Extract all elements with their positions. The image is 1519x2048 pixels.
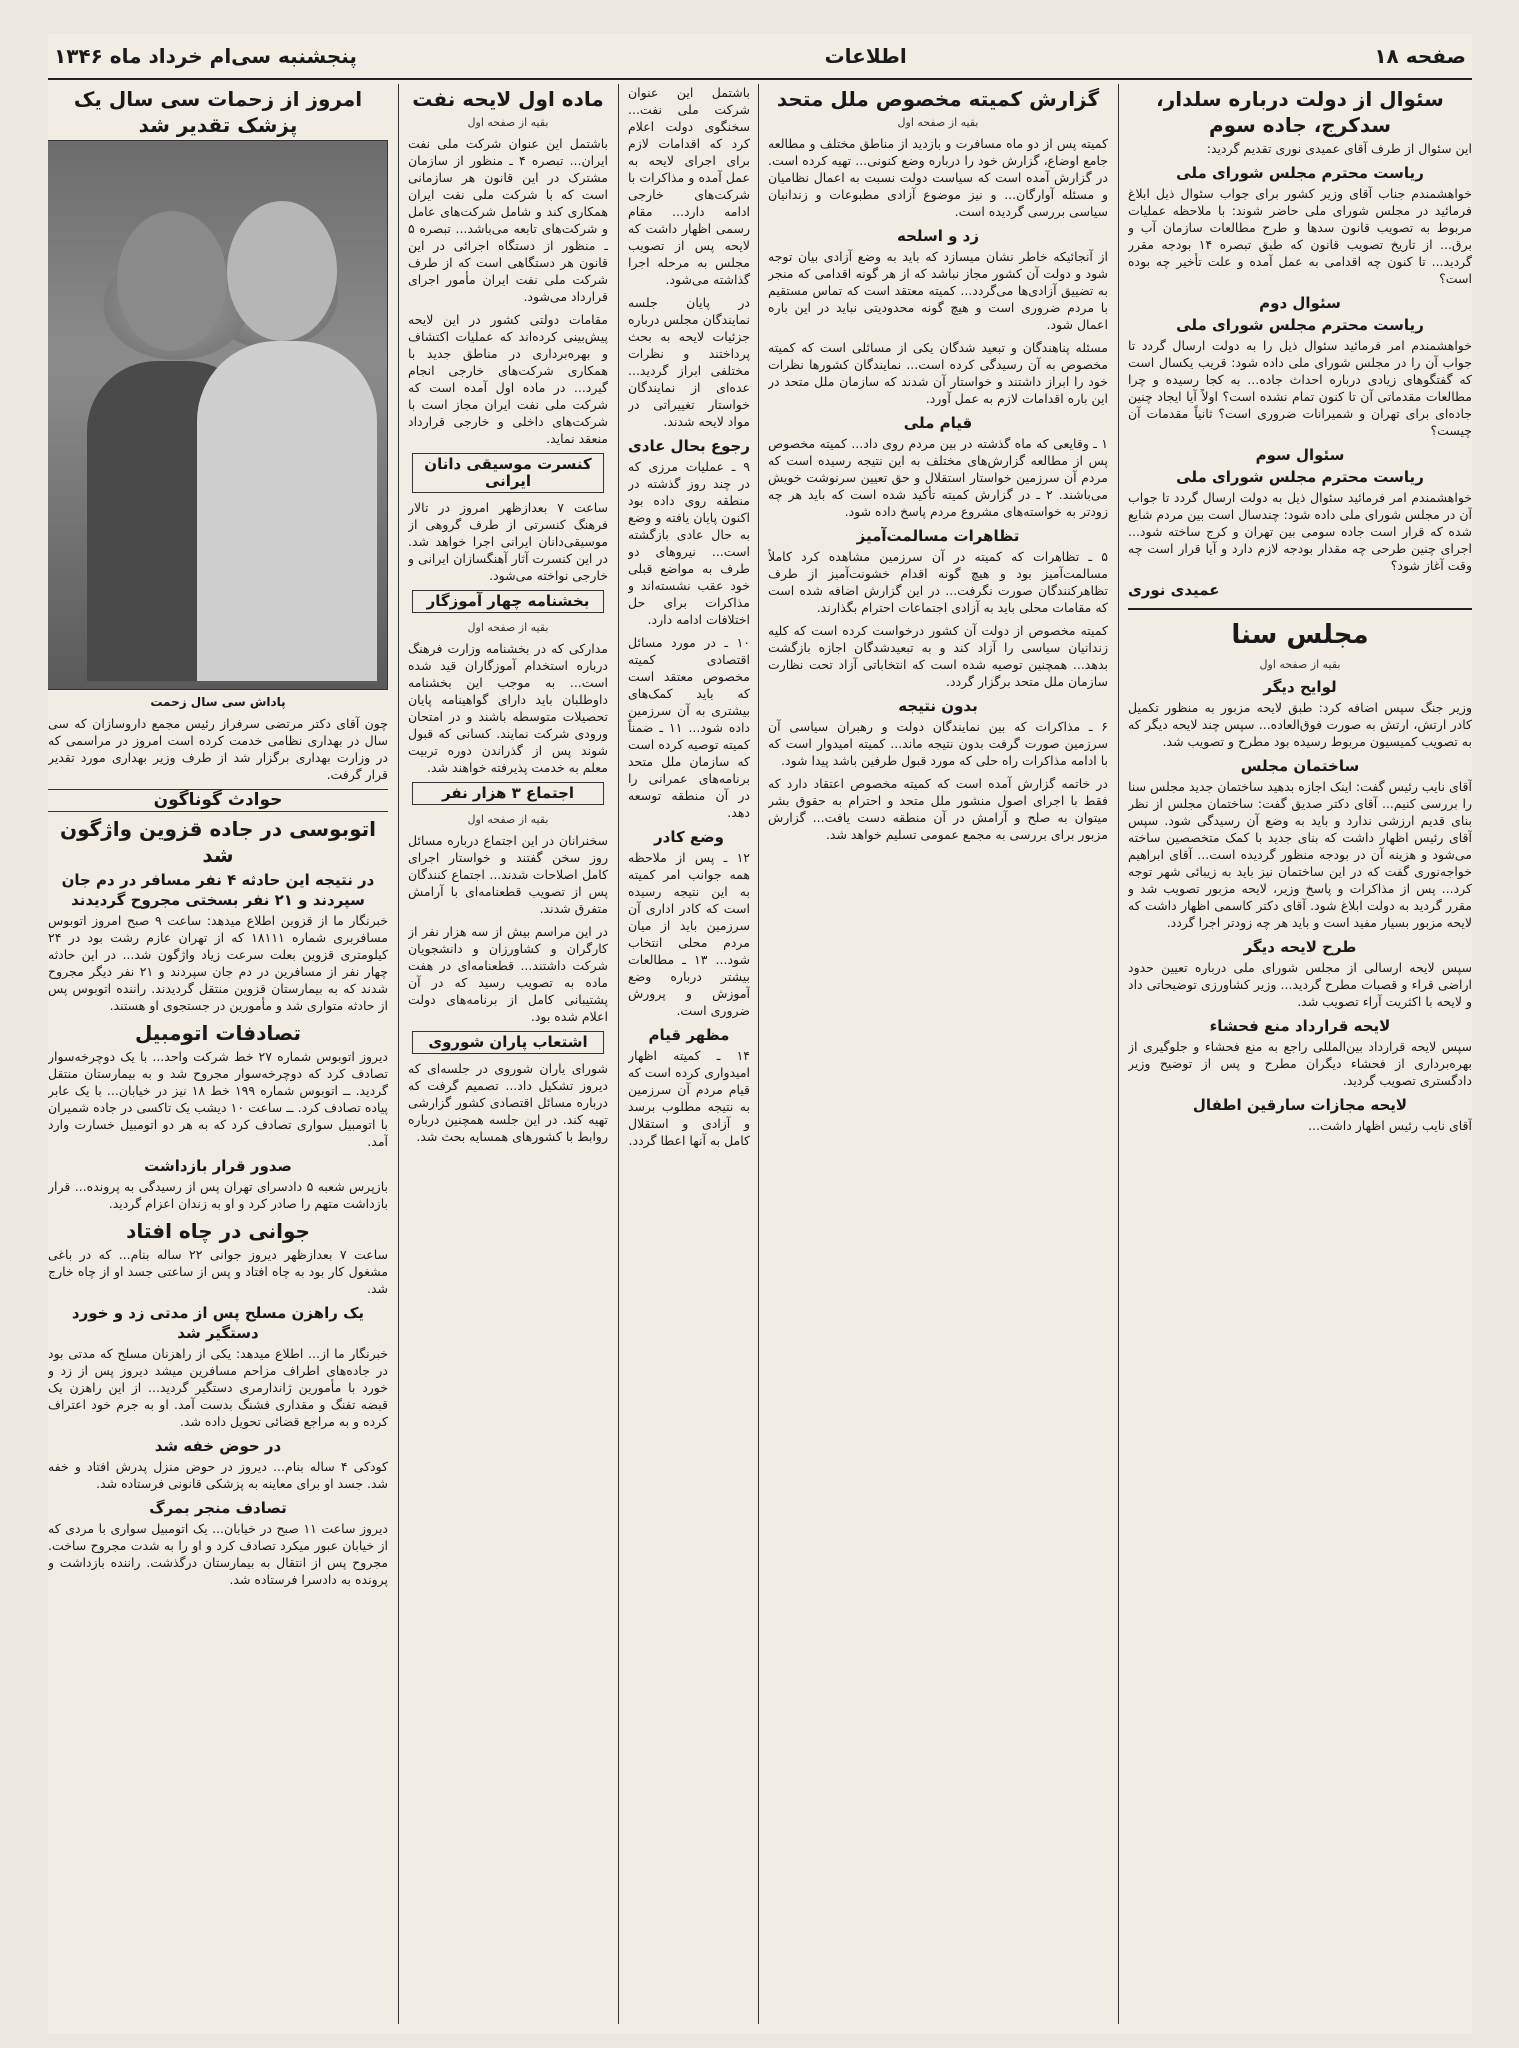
normalcy-heading: رجوع بحال عادی [628, 437, 750, 455]
concert-heading: کنسرت موسیقی دانان ایرانی [412, 453, 604, 493]
senate-sub-penalty: لایحه مجازات سارقین اطفال [1192, 1096, 1408, 1114]
column-parliament [1128, 84, 1472, 2024]
un-report-sub2: قیام ملی [903, 414, 973, 432]
newspaper-page [48, 34, 1472, 2034]
paper-name: اطلاعات [824, 44, 907, 68]
senate-headline: مجلس سنا [1231, 620, 1369, 650]
un-report-body4: ۱ ـ وقایعی که ماه گذشته در بین مردم روی داد... کمیته مخصوص پس از مطالعه گزارش‌های مختلف به این نتیجه رسیده است که مردم آن سرزمین خواستار استقلال و حق تعیین سرنوشت خویش می‌باشند. ۲ ـ در گزارش کمیته تأکید شده است که باید هر چه زودتر به خواسته‌های مشروع مردم پاسخ داده شود. [768, 436, 1108, 519]
column-oil-article [408, 84, 608, 2024]
gathering-body2: در این مراسم بیش از سه هزار نفر از کارگران و کشاورزان و دانشجویان شرکت داشتند... قطعنامه‌ای در هفت ماده به تصویب رسید که در آن پشتیبانی کامل از برنامه‌های دولت اعلام شده بود. [408, 924, 608, 1024]
teachers-note: بقیه از صفحه اول [467, 621, 549, 634]
question1-heading: ریاست محترم مجلس شورای ملی [1176, 164, 1424, 182]
soviet-heading: اشتعاب پاران شوروی [412, 1031, 604, 1054]
car-accidents-headline: تصادفات اتومبیل [134, 1021, 302, 1045]
news-photo [48, 140, 388, 690]
column-rule [1118, 84, 1119, 2024]
senate-bills-body: وزیر جنگ سپس اضافه کرد: طبق لایحه مزبور به منظور تکمیل کادر ارتش، ارتش به صورت فوق‌العاده... سپس چند لایحه دیگر که به تصویب کمیسیون مربوط رسیده بود مطرح و تصویب شد. [1128, 700, 1472, 749]
column-oil-bill [628, 84, 750, 2024]
bandit-headline: یک راهزن مسلح پس از مدتی زد و خورد دستگیر شد [71, 1304, 365, 1342]
un-report-sub1: زد و اسلحه [896, 227, 980, 245]
question2-addressee: ریاست محترم مجلس شورای ملی [1176, 316, 1424, 334]
bus-crash-subheadline: در نتیجه این حادثه ۴ نفر مسافر در دم جان سپردند و ۲۱ نفر بسختی مجروح گردیدند [61, 871, 375, 909]
questions-intro: این سئوال از طرف آقای عمیدی نوری تقدیم گردید: [1206, 141, 1472, 156]
photo-caption: پاداش سی سال زحمت [150, 695, 286, 709]
section-incidents: حوادث گوناگون [48, 789, 388, 812]
arrest-body: بازپرس شعبه ۵ دادسرای تهران پس از رسیدگی به پرونده... قرار بازداشت متهم را صادر کرد و او به زندان اعزام گردید. [48, 1179, 388, 1211]
senate-treaty-body: سپس لایحه قرارداد بین‌المللی راجع به منع فحشاء و جلوگیری از بهره‌برداری از فحشاء دیگران مطرح و پس از توضیح وزیر دادگستری تصویب گردید. [1128, 1039, 1472, 1088]
photo-head-right [227, 201, 337, 341]
teachers-body: مدارکی که در بخشنامه وزارت فرهنگ درباره استخدام آموزگاران قید شده است... به موجب این بخشنامه داوطلبان باید دارای گواهینامه پایان تحصیلات متوسطه باشند و در امتحان ورودی شرکت نمایند. کسانی که قبول شوند پس از گذراندن دوره تربیت معلم به خدمت پذیرفته خواهند شد. [408, 641, 608, 775]
oil-bill-note: بقیه از صفحه اول [467, 116, 549, 129]
arrest-headline: صدور قرار بازداشت [144, 1157, 292, 1175]
gathering-note: بقیه از صفحه اول [467, 813, 549, 826]
bus-crash-headline: اتوبوسی در جاده قزوین واژگون شد [60, 817, 376, 867]
senate-sub-building: ساختمان مجلس [1240, 757, 1360, 775]
uprising-body: ۱۴ ـ کمیته اظهار امیدواری کرده است که قیام مردم آن سرزمین به نتیجه مطلوب برسد و آزادی و استقلال کامل به آنها اعطا گردد. [628, 1048, 750, 1148]
un-report-headline: گزارش کمیته مخصوص ملل متحد [776, 87, 1100, 111]
photo-caption-body: چون آقای دکتر مرتضی سرفراز رئیس مجمع داروسازان که سی سال در بهداری نظامی خدمت کرده است امروز در مراسمی که در وزارت بهداری برگزار شد از طرف وزیر بهداری مورد تقدیر قرار گرفت. [48, 716, 388, 782]
question2-body: خواهشمندم امر فرمائید سئوال ذیل را به دولت ارسال گردد تا جواب آن را در مجلس شورای ملی داده شود: قریب یکسال است که گفتگوهای زیادی درباره احداث جاده... به کجا رسیده و چرا مطالعات مقدماتی آن تا کنون تمام نشده است؟ اولاً آیا ایجاد چنین جاده‌ای برای تهران و شمیرانات ضروری است؟ ثانیاً مقدمات آن چیست؟ [1128, 338, 1472, 438]
un-report-note: بقیه از صفحه اول [897, 116, 979, 129]
un-report-body3: مسئله پناهندگان و تبعید شدگان یکی از مسائلی است که کمیته مخصوص به آن رسیدگی کرده است... نمایندگان کشورها نظرات خود را ابراز داشتند و خواستار آن شدند که سازمان ملل متحد در این باره اقدامات لازم به عمل آورد. [768, 340, 1108, 406]
fatal-crash-headline: تصادف منجر بمرگ [149, 1499, 287, 1517]
senate-sub-bills: لوایح دیگر [1263, 678, 1337, 696]
doctor-headline: امروز از زحمات سی سال یک پزشک تقدیر شد [73, 87, 363, 137]
photo-figure-right [197, 341, 377, 681]
page-number: صفحه ۱۸ [1374, 44, 1466, 68]
staff-body: ۱۲ ـ پس از ملاحظه همه جوانب امر کمیته به این نتیجه رسیده است که کادر اداری آن سرزمین باید از میان مردم محلی انتخاب شود... ۱۳ ـ مطالعات بیشتر درباره وضع آموزش و پرورش ضروری است. [628, 850, 750, 1018]
drowning-body: کودکی ۴ ساله بنام... دیروز در حوض منزل پدرش افتاد و خفه شد. جسد او برای معاینه به پزشکی قانونی فرستاده شد. [48, 1459, 388, 1491]
article-headline-questions: سئوال از دولت درباره سلدار، سدکرج، جاده سوم [1156, 87, 1444, 137]
column-un-report [768, 84, 1108, 2024]
senate-sub-other: طرح لایحه دیگر [1243, 938, 1357, 956]
soviet-body: شورای یاران شوروی در جلسه‌ای که دیروز تشکیل داد... تصمیم گرفت که درباره مسائل اقتصادی کشور گزارشی تهیه کند. در این جلسه همچنین درباره روابط با کشورهای همسایه بحث شد. [408, 1061, 608, 1144]
well-fall-body: ساعت ۷ بعدازظهر دیروز جوانی ۲۲ ساله بنام... که در باغی مشغول کار بود به چاه افتاد و پس از ساعتی جسد او از چاه خارج شد. [48, 1247, 388, 1296]
fatal-crash-body: دیروز ساعت ۱۱ صبح در خیابان... یک اتومبیل سواری با مردی که از خیابان عبور میکرد تصادف کرد و او را به شدت مجروح ساخت. مجروح پس از انتقال به بیمارستان درگذشت. راننده بازداشت و پرونده به دادسرا فرستاده شد. [48, 1521, 388, 1587]
un-report-body6: کمیته مخصوص از دولت آن کشور درخواست کرده است که کلیه زندانیان سیاسی را آزاد کند و به تبعیدشدگان اجازه بازگشت بدهد... همچنین توصیه شده است که انتخاباتی آزاد تحت نظارت سازمان ملل متحد برگزار گردد. [768, 623, 1108, 689]
bus-crash-body: خبرنگار ما از قزوین اطلاع میدهد: ساعت ۹ صبح امروز اتوبوس مسافربری شماره ۱۸۱۱۱ که از تهران عازم رشت بود در ۲۴ کیلومتری قزوین بعلت سرعت زیاد واژگون شد... در این حادثه چهار نفر از مسافرین در دم جان سپردند و ۲۱ نفر دیگر مجروح شدند که به بیمارستان قزوین منتقل گردیدند. راننده اتوبوس پس از حادثه متواری شد و مأمورین در جستجوی او هستند. [48, 913, 388, 1013]
issue-date: پنجشنبه سی‌ام خرداد ماه ۱۳۴۶ [54, 44, 357, 68]
column-incidents [48, 84, 388, 2024]
question3-addressee: ریاست محترم مجلس شورای ملی [1176, 468, 1424, 486]
oil-bill-headline: ماده اول لایحه نفت [412, 87, 604, 111]
question1-body: خواهشمندم جناب آقای وزیر کشور برای جواب سئوال ذیل ابلاغ فرمائید در مجلس شورای ملی حاضر شوند: با ملاحظه عملیات مربوط به تصویب قانون سدها و طرح مطالعات سازمان آب و برق... از تاریخ تصویب قانون که طبق تبصره ۱۴ بودجه مقرر گردید... تا کنون چه اقدامی به عمل آمده و علت تأخیر چه بوده است؟ [1128, 186, 1472, 286]
oil-bill-body2: مقامات دولتی کشور در این لایحه پیش‌بینی کرده‌اند که عملیات اکتشاف و بهره‌برداری در مناطق جدید با همکاری شرکت‌های خارجی انجام گیرد... در ماده اول آمده است که شرکت ملی نفت ایران مجاز است با شرکت‌های داخلی و خارجی قرارداد منعقد نماید. [408, 312, 608, 446]
column-rule [618, 84, 619, 2024]
oil-bill-body1: باشتمل این عنوان شرکت ملی نفت ایران... تبصره ۴ ـ منظور از سازمان مشترک در این قانون هر سازمانی است که با شرکت ملی نفت ایران همکاری کند و شامل شرکت‌های عامل و شرکت‌های تابعه می‌باشد... تبصره ۵ ـ منظور از دستگاه اجرائی در این قانون هر دستگاهی است که از طرف شرکت ملی نفت ایران مأمور اجرای قرارداد می‌شود. [408, 136, 608, 304]
oil-bill-continuation-body1: باشتمل این عنوان شرکت ملی نفت... سخنگوی دولت اعلام کرد که اقدامات لازم برای اجرای لایحه به عمل آمده و مذاکرات با شرکت‌های خارجی ادامه دارد... مقام رسمی اظهار داشت که لایحه پس از تصویب مجلس به مرحله اجرا گذاشته می‌شود. [628, 85, 750, 287]
un-report-body7: ۶ ـ مذاکرات که بین نمایندگان دولت و رهبران سیاسی آن سرزمین صورت گرفت بدون نتیجه ماند... کمیته امیدوار است که با ادامه مذاکرات راه حلی که مورد قبول طرفین باشد پیدا شود. [768, 719, 1108, 768]
car-accidents-body: دیروز اتوبوس شماره ۲۷ خط شرکت واحد... با یک دوچرخه‌سوار تصادف کرد که دوچرخه‌سوار مجروح شد و به بیمارستان منتقل گردید. ــ اتوبوس شماره ۱۹۹ خط ۱۸ نیز در خیابان... با یک عابر پیاده تصادف کرد. ــ ساعت ۱۰ دیشب یک تاکسی در جاده شمیران با اتومبیل سواری تصادف کرد که به هر دو اتومبیل خسارت وارد آمد. [48, 1049, 388, 1149]
teachers-heading: بخشنامه چهار آموزگار [412, 590, 604, 613]
gathering-heading: اجتماع ۳ هزار نفر [412, 782, 604, 805]
question3-body: خواهشمندم امر فرمائید سئوال ذیل به دولت ارسال گردد تا جواب آن در مجلس شورای ملی داده شود: چندسال است بین مردم شایع شده که قرار است جاده سومی بین تهران و کرج ساخته شود... اجرای چنین طرحی چه مقدار بودجه لازم دارد و آیا قرار است چه وقت آغاز شود؟ [1128, 490, 1472, 573]
oil-bill-continuation-body2: در پایان جلسه نمایندگان مجلس درباره جزئیات لایحه به بحث پرداختند و نظرات مختلفی ابراز گردید... عده‌ای از نمایندگان خواستار تغییراتی در مواد لایحه شدند. [628, 295, 750, 429]
un-economic-body: ۱۰ ـ در مورد مسائل اقتصادی کمیته مخصوص معتقد است که باید کمک‌های بیشتری به آن سرزمین داده شود... ۱۱ ـ ضمناً کمیته توصیه کرده است که سازمان ملل متحد برنامه‌های عمرانی را در آن منطقه توسعه دهد. [628, 635, 750, 820]
drowning-headline: در حوض خفه شد [154, 1437, 282, 1455]
divider [1128, 608, 1472, 610]
question3-heading: سئوال سوم [1255, 446, 1345, 464]
bandit-body: خبرنگار ما از... اطلاع میدهد: یکی از راهزنان مسلح که مدتی بود در جاده‌های اطراف مزاحم مسافرین میشد دیروز پس از زد و خورد با مأمورین ژاندارمری دستگیر گردید... از این راهزن یک قبضه تفنگ و مقداری فشنگ بدست آمد. او به جرم خود اعتراف کرده و به مراجع قضائی تحویل داده شد. [48, 1346, 388, 1429]
senate-other-body: سپس لایحه ارسالی از مجلس شورای ملی درباره تعیین حدود اراضی قراء و قصبات مطرح گردید... وزیر کشاورزی توضیحاتی داد و لایحه با اکثریت آراء تصویب شد. [1128, 960, 1472, 1009]
senate-note: بقیه از صفحه اول [1259, 658, 1341, 671]
un-report-body5: ۵ ـ تظاهرات که کمیته در آن سرزمین مشاهده کرد کاملاً مسالمت‌آمیز بود و هیچ گونه اقدام خشونت‌آمیز از طرف تظاهرکنندگان صورت نگرفت... در این گزارش اضافه شده است که مقامات محلی باید به آزادی اجتماعات احترام بگذارند. [768, 549, 1108, 615]
normalcy-body: ۹ ـ عملیات مرزی که در چند روز گذشته در منطقه روی داده بود اکنون پایان یافته و وضع به حال عادی بازگشته است... نیروهای دو طرف به مواضع قبلی خود عقب نشسته‌اند و مذاکرات برای حل اختلافات ادامه دارد. [628, 459, 750, 627]
column-rule [758, 84, 759, 2024]
un-report-body1: کمیته پس از دو ماه مسافرت و بازدید از مناطق مختلف و مطالعه جامع اوضاع، گزارش خود را درباره وضع کنونی... تهیه کرده است. در گزارش آمده است که سیاست دولت نسبت به اعمال نظامیان و مسئله آوارگان... و نیز موضوع آزادی مطبوعات و زندانیان سیاسی بررسی گردیده است. [768, 136, 1108, 219]
un-report-body8: در خاتمه گزارش آمده است که کمیته مخصوص اعتقاد دارد که فقط با اجرای اصول منشور ملل متحد و احترام به حقوق بشر میتوان به صلح و آرامش در آن منطقه دست یافت... گزارش مزبور برای بررسی به مجمع عمومی تسلیم خواهد شد. [768, 776, 1108, 842]
un-report-sub3: تظاهرات مسالمت‌آمیز [856, 527, 1020, 545]
well-fall-headline: جوانی در چاه افتاد [126, 1219, 310, 1243]
senate-penalty-body: آقای نایب رئیس اظهار داشت... [1308, 1118, 1472, 1133]
signature: عمیدی نوری [1128, 581, 1220, 599]
uprising-heading: مظهر قیام [648, 1026, 730, 1044]
question2-heading: سئوال دوم [1259, 294, 1341, 312]
senate-building-body: آقای نایب رئیس گفت: اینک اجازه بدهید ساختمان جدید مجلس سنا را بررسی کنیم... آقای دکتر صدیق گفت: ساختمان مجلس از نظر بنای قدیم ارزشی ندارد و باید به وضع آن رسیدگی شود. سپس آقای رئیس اظهار داشت که بنای جدید با کمک متخصصین ساخته می‌شود و هزینه آن در بودجه منظور گردیده است... آقای ابراهیم خواجه‌نوری گفت که در این ساختمان نیز باید به زیبائی شهر توجه کرد... پس از مذاکرات و پاسخ وزیر، لایحه مزبور تصویب شد و مقرر گردید به دولت ابلاغ شود. آقای دکتر کاسمی اظهار داشت که لایحه مزبور بسیار مفید است و باید هر چه زودتر اجرا گردد. [1128, 779, 1472, 930]
un-report-sub4: بدون نتیجه [898, 697, 978, 715]
senate-sub-treaty: لایحه قرارداد منع فحشاء [1209, 1017, 1391, 1035]
masthead [48, 34, 1472, 80]
photo-head-left [117, 211, 227, 351]
gathering-body1: سخنرانان در این اجتماع درباره مسائل روز سخن گفتند و خواستار اجرای کامل اصلاحات شدند... اجتماع کنندگان پس از تصویب قطعنامه‌ای با آرامش متفرق شدند. [408, 833, 608, 916]
concert-body: ساعت ۷ بعدازظهر امروز در تالار فرهنگ کنسرتی از طرف گروهی از موسیقی‌دانان ایرانی اجرا خواهد شد. در این کنسرت آثار آهنگسازان ایرانی و خارجی نواخته می‌شود. [408, 500, 608, 583]
un-report-body2: از آنجائیکه خاطر نشان میسازد که باید به وضع آزادی بیان توجه شود و دولت آن کشور مجاز نباشد که از هر گونه اقدامی که منجر به تضییق آزادی‌ها می‌گردد... کمیته معتقد است که تماس مستقیم با مردم ضروری است و هیچ گونه محدودیتی نباید در این باره اعمال شود. [768, 249, 1108, 332]
staff-heading: وضع کادر [654, 828, 724, 846]
column-rule [398, 84, 399, 2024]
